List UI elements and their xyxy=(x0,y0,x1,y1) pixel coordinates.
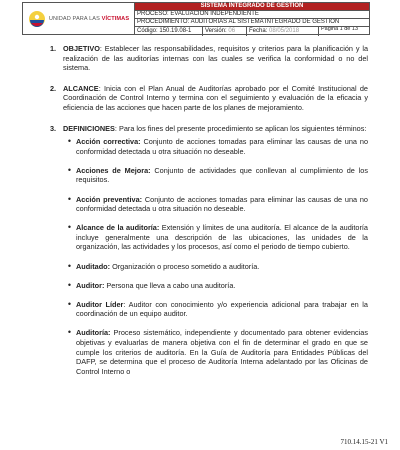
procedure-label: PROCEDIMIENTO: AUDITORIAS AL SISTEMA INTEGRADO DE GESTIÓN xyxy=(137,19,340,25)
bullet-icon: • xyxy=(67,136,72,147)
system-title: SISTEMA INTEGRADO DE GESTIÓN xyxy=(135,3,369,11)
bullet-icon: • xyxy=(67,260,72,271)
document-body xyxy=(50,44,368,386)
section-definiciones: 3. DEFINICIONES: Para los fines del presente procedimiento se aplican los siguientes términos: xyxy=(50,123,367,133)
list-item: • Acción preventiva: Conjunto de acciones tomadas para eliminar las causas de una no conformidad detectada u otra situación no deseable. xyxy=(50,195,368,214)
codigo-cell: Código: 150.19.08-1 xyxy=(135,27,203,36)
process-label: PROCESO: EVALUACIÓN INDEPENDIENTE xyxy=(137,11,259,17)
definitions-list xyxy=(50,137,368,376)
logo-text-bold: VÍCTIMAS xyxy=(101,15,130,22)
document-header xyxy=(22,2,370,35)
list-item: • Acciones de Mejora: Conjunto de actividades que conllevan al cumplimiento de los requisitos. xyxy=(50,166,368,185)
list-item: • Acción correctiva: Conjunto de acciones tomadas para eliminar las causas de una no conformidad detectada u otra situación no deseable. xyxy=(50,137,368,156)
bullet-icon: • xyxy=(67,164,72,175)
list-item: • Auditor: Persona que lleva a cabo una auditoría. xyxy=(50,281,368,291)
section-objetivo: 1. OBJETIVO: Establecer las responsabilidades, requisitos y criterios para la planificación y la realización de las auditorías internas con las cuales se verifica la conformidad o no del sistema. xyxy=(50,44,368,73)
list-item: • Auditoría: Proceso sistemático, independiente y documentado para obtener evidencias objetivas y evaluarlas de manera objetiva con el fin de determinar el grado en que se cumple los criterios de auditoría. En la Guía de Auditoría para Entidades Públicas del DAFP, se determina que el proceso de Auditoría Interna adelantado por las Oficinas de Control Interno o xyxy=(50,328,368,376)
list-item: • Auditor Líder: Auditor con conocimiento y/o experiencia adicional para trabajar en la coordinación de un equipo auditor. xyxy=(50,300,368,319)
bullet-icon: • xyxy=(67,279,72,290)
fecha-cell: Fecha: 08/05/2018 xyxy=(247,27,319,36)
bullet-icon: • xyxy=(67,222,72,233)
version-cell: Versión: 06 xyxy=(203,27,247,36)
bullet-icon: • xyxy=(67,298,72,309)
logo xyxy=(23,3,135,34)
bullet-icon: • xyxy=(67,193,72,204)
footer-code: 710.14.15-21 V1 xyxy=(340,438,388,446)
logo-text-light: UNIDAD PARA LAS xyxy=(48,15,100,22)
list-item: • Auditado: Organización o proceso sometido a auditoría. xyxy=(50,262,368,272)
list-item: • Alcance de la auditoría: Extensión y límites de una auditoría. El alcance de la auditoría incluye generalmente una descripción de las ubicaciones, las unidades de la organización, las actividades y los procesos, así como el periodo de tiempo cubierto. xyxy=(50,223,368,252)
bullet-icon: • xyxy=(67,327,72,338)
section-alcance: 2. ALCANCE: Inicia con el Plan Anual de Auditorías aprobado por el Comité Institucional de Coordinación de Control Interno y termina con el seguimiento y evaluación de la eficacia y eficiencia de las acciones que hacen parte de los planes de mejoramiento. xyxy=(50,83,368,112)
pagina-cell: Página 1 de 13 xyxy=(321,27,359,32)
colombia-shield-icon xyxy=(28,10,46,28)
